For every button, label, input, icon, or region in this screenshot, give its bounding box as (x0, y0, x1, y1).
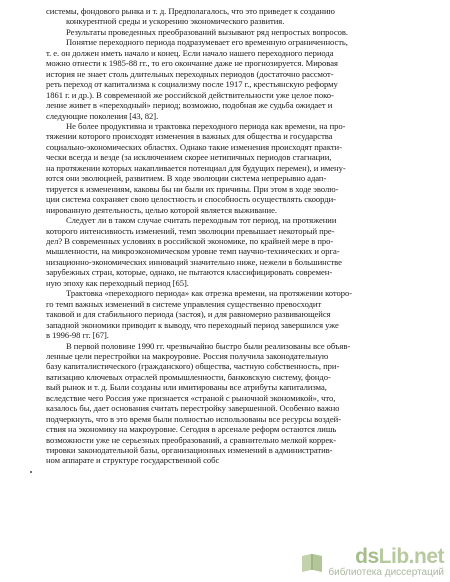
text-line: ции система сохраняет свою целостность и способность осуществлять скоорди- (46, 194, 336, 205)
text-line: мышленности, на микроэкономическом уровне темп научно-технических и орга- (46, 246, 340, 257)
watermark-subtitle: библиотека диссертаций (328, 567, 444, 578)
text-line: тировки законодательной базы, организационных изменений в административ- (46, 445, 333, 456)
text-line: базу капиталистического (гражданского) общества, частную собственность, при- (46, 361, 340, 372)
text-line: тяжении которого происходят изменения в важных для общества и государства (46, 131, 333, 142)
text-line: тируется к изменениям, каковы бы ни были их причины. При этом в ходе эволю- (46, 183, 339, 194)
text-line: казалось бы, дает основания считать перестройку завершенной. Особенно важно (46, 403, 340, 414)
text-line: низационно-экономических инноваций значительно ниже, нежели в большинстве (46, 256, 342, 267)
text-line: го темп важных изменений в системе управления существенно превосходит (46, 298, 322, 309)
text-line: западной экономики приводит к выводу, что переходный период завершился уже (46, 319, 339, 330)
watermark (299, 546, 444, 578)
text-line: вследствие чего Россия уже признается «страной с рыночной экономикой», что, (46, 392, 336, 403)
text-line: возможности уже не серьезных преобразований, а сравнительно мелкой коррек- (46, 434, 337, 445)
document-page (46, 6, 416, 466)
text-line: вый рынок и т. д. Были созданы или имитированы все атрибуты капитализма, (46, 382, 327, 393)
text-line: в 1996-98 гг. [67]. (46, 330, 109, 341)
text-line: системы, фондового рынка и т. д. Предполагалось, что это приведет к созданию (46, 6, 335, 16)
text-line: ватизацию ключевых отраслей промышленности, банковскую систему, фондо- (46, 371, 331, 382)
text-line: В первой половине 1990 гг. чрезвычайно быстро были реализованы все объяв- (66, 340, 351, 351)
text-line: зарубежных стран, которые, однако, не пытаются классифицировать современ- (46, 267, 333, 278)
text-line: история не знает столь длительных переходных периодов (достаточно рассмот- (46, 68, 334, 79)
text-line: 1861 г. и др.). В современной же российской действительности уже целое поко- (46, 89, 334, 100)
text-line: социально-экономических областях. Однако такие изменения происходят практи- (46, 141, 342, 152)
text-line: следующие поколения [43, 82]. (46, 110, 159, 121)
text-line: ление живет в «переходный» период; возможно, подобная же судьба ожидает и (46, 100, 333, 111)
text-line: нированную деятельность, целью которой является выживание. (46, 204, 277, 215)
text-line: Трактовка «переходного периода» как отрезка времени, на протяжении которо- (66, 288, 353, 299)
text-line: чески всегда и везде (за исключением скорее нетипичных периодов стагнации, (46, 152, 332, 163)
text-line: Не более продуктивна и трактовка переходного периода как времени, на про- (66, 120, 346, 131)
text-line: конкурентной среды и ускорению экономического развития. (66, 16, 285, 27)
text-line: реть переход от капитализма к социализму после 1917 г., крестьянскую реформу (46, 79, 338, 90)
text-line: ствия на экономику на макроуровне. Сегодня в арсенале реформ остаются лишь (46, 424, 337, 435)
text-line: ленные цели перестройки на макроуровне. Россия получила законодательную (46, 350, 329, 361)
text-line: ном аппарате и структуре государственной собс (46, 455, 220, 466)
text-line: дел? В современных условиях в российской экономике, по крайней мере в про- (46, 235, 334, 246)
text-line: подчеркнуть, что в это время были полностью использованы все ресурсы воздей- (46, 413, 341, 424)
text-line: Следует ли в таком случае считать переходным тот период, на протяжении (66, 215, 337, 226)
text-line: таковой и для стабильного периода (застоя), и для равномерно развивающейся (46, 309, 331, 320)
watermark-brand-main: Lib.net (378, 545, 444, 568)
text-line: можно отнести к 1985-88 гг., то его окончание даже не прогнозируется. Мировая (46, 58, 338, 69)
text-line: ются они эволюцией, развитием. В ходе эволюции система непрерывно адап- (46, 173, 327, 184)
book-icon (299, 549, 325, 575)
watermark-brand-prefix: ds (355, 545, 379, 568)
text-line: Понятие переходного периода подразумевает его временную ограниченность, (66, 37, 348, 48)
text-line: Результаты проведенных преобразований вызывают ряд непростых вопросов. (66, 26, 348, 37)
text-line: т. е. он должен иметь начало и конец. Если начало нашего переходного периода (46, 47, 334, 58)
text-line: ную эпоху как переходный период [65]. (46, 277, 189, 288)
watermark-brand (355, 546, 444, 567)
text-line: которого интенсивность изменений, темп эволюции превышает некоторый пре- (46, 225, 335, 236)
margin-dot (30, 471, 32, 473)
text-line: на протяжении которых накапливается потенциал для будущих перемен), и имену- (46, 162, 346, 173)
watermark-logo (328, 546, 444, 578)
